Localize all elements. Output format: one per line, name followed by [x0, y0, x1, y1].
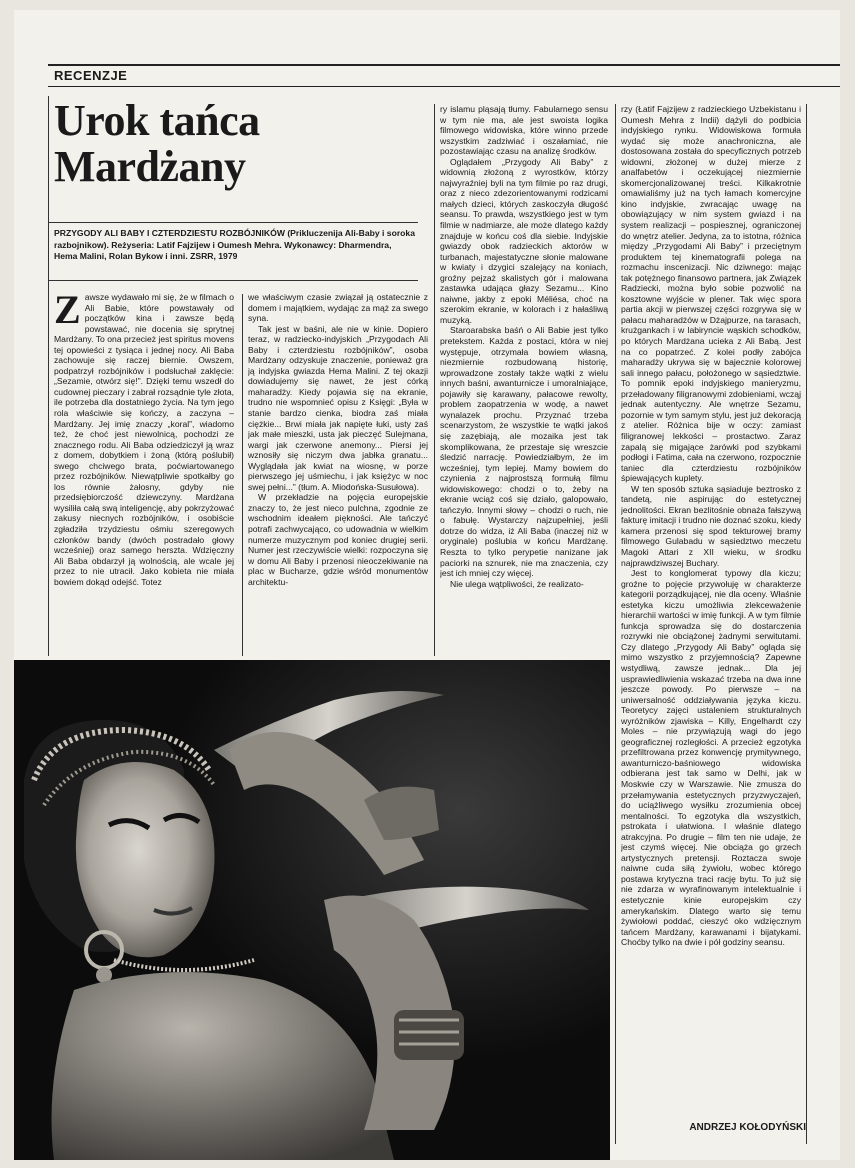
film-credits: PRZYGODY ALI BABY I CZTERDZIESTU ROZBÓJNIKÓW (Prikluczenija Ali-Baby i soroka razbojnikow). Reżyseria: Latif Fajzijew i Oumesh Mehra. Wykonawcy: Dharmendra, Hema Malini, Rolan Bykow i inni. ZSRR, 1979 — [54, 228, 415, 262]
author-signature: ANDRZEJ KOŁODYŃSKI — [689, 1122, 806, 1133]
article-column-2 — [248, 292, 428, 656]
article-column-1 — [54, 292, 234, 656]
column-rule — [806, 104, 807, 1144]
paragraph: Staroarabska baśń o Ali Babie jest tylko pretekstem. Każda z postaci, która w niej występuje, otrzymała bowiem własną, niezmiernie rozbudowaną historię, wprowadzone zostały także wątki z wielu innych baśni, awanturnicze i umoralniające, pojawiły się karawany, pałacowe rewolty, problem zaopatrzenia w wodę, a nawet wynalazek prochu. Przyznać trzeba scenarzystom, że wszystkie te wątki jakoś się zazębiają, ale mozaika jest tak skomplikowana, że przestaje się wreszcie śledzić narrację. Powiedziałbym, że im wcześniej, tym lepiej. Mamy bowiem do czynienia z najprostszą formułą filmu widowiskowego: chodzi o to, żeby na ekranie wciąż coś się działo, galopowało, tańczyło. Innymi słowy – chodzi o ruch, nie o fabułę. Wystarczy najzupełniej, jeśli dotrze do widza, iż Ali Baba (inaczej niż w oryginale) poślubia w końcu Mardżanę. Reszta to tylko perypetie nanizane jak paciorki na sznurek, nie ma znaczenia, czy jest ich mniej czy więcej. — [440, 325, 608, 579]
paragraph: ry islamu pląsają tłumy. Fabularnego sensu w tym nie ma, ale jest swoista logika filmowego widowiska, które winno przede wszystkim zadziwiać i oszałamiać, nie pozostawiając czasu na analizę środków. — [440, 104, 608, 157]
credits-rule — [48, 280, 418, 281]
paragraph: W ten sposób sztuka sąsiaduje beztrosko z tandetą, nie aspirując do estetycznej jednolitości. Ekran bezlitośnie obnaża fałszywą fakturę imitacji i trudno nie doznać szoku, kiedy kamera przenosi się spod tekturowej bramy filmowego Gulabadu w sąsiedztwo meczetu Magoki Attari z XII wieku, w środku najprawdziwszej Buchary. — [621, 483, 801, 568]
dancer-photo-illustration — [14, 660, 610, 1160]
article-column-3 — [440, 104, 608, 656]
article-title — [54, 98, 414, 190]
section-label: RECENZJE — [54, 68, 128, 83]
paragraph: we właściwym czasie związał ją ostatecznie z domem i majątkiem, wydając za mąż za swego syna. — [248, 292, 428, 324]
dancer-photo — [14, 660, 610, 1160]
title-line: Mardżany — [54, 142, 246, 191]
paragraph: Oglądałem „Przygody Ali Baby” z widownią złożoną z wyrostków, którzy najwyraźniej byli na tym filmie po raz drugi, oraz z nieco zdezorientowanymi rodzicami małych dzieci, których zaskoczyła długość seansu. To prawda, wszystkiego jest w tym filmie w nadmiarze, ale może dlatego każdy znajduje w końcu coś dla siebie. Indyjskie gwiazdy obok radzieckich aktorów w turbanach, majestatyczne słonie malowane w kwiaty i dzygici szalejący na koniach, groźny pejzaż skalistych gór i malowana zastawka udająca głazy Sezamu... Kino naiwne, jakby z epoki Méliésa, choć na szerokim ekranie, w kolorach i z hałaśliwą muzyką. — [440, 156, 608, 325]
magazine-page — [14, 10, 840, 1160]
header-rule — [48, 86, 840, 87]
paragraph: Jest to konglomerat typowy dla kiczu; groźne to pojęcie przywołuję w charakterze kategorii porządkującej, nie dla oceny. Właśnie estetyka kiczu umożliwia zlekceważenie hierarchii wartości w imię funkcji. A w tym filmie funkcja sprowadza się do dostarczenia rozrywki nie obciążonej żadnymi serwitutami. Czy dlatego „Przygody Ali Baby” ogląda się mimo wszystko z przyjemnością? Zapewne wstydliwą, zawsze jednak... Dla jej usprawiedliwienia wskazać trzeba na dwa inne jeszcze powody. Po pierwsze – na uniwersalność oddziaływania języka kiczu. Teoretycy zajęci ustaleniem strukturalnych wyróżników zjawiska – Killy, Engelhardt czy Moles – nie przywiązują wagi do jego geograficznej rozległości. A przecież egzotyka przefiltrowana przez konwencję prymitywnego, awanturniczo-baśniowego widowiska odbierana jest tak samo w Delhi, jak w Moskwie czy w Warszawie. Nie zmusza do przełamywania estetycznych przyzwyczajeń, do uciążliwego wysiłku zrozumienia obcej mentalności. To egzotyka dla wszystkich, pstrokata i ułatwiona. I właśnie dlatego atrakcyjna. Po drugie – film ten nie udaje, że jest czymś więcej. Nie obciąża go grzech artystycznych pretensji. Roztacza swoje naiwne cuda siłą żywiołu, wobec którego postawa krytyczna traci rację bytu. To już się nie zdarza w wyrafinowanym intelektualnie i estetycznie kinie europejskim czy amerykańskim. Dlatego warto się temu żywiołowi poddać, cieszyć oko wdzięcznym tańcem Mardżany, karawanami i bijatykami. Choćby tylko na dwie i pół godziny seansu. — [621, 568, 801, 948]
column-rule — [615, 104, 616, 1144]
article-column-4 — [621, 104, 801, 1120]
column-rule — [48, 96, 49, 656]
paragraph-text: awsze wydawało mi się, że w filmach o Ali Babie, które powstawały od początków kina i zawsze będą powstawać, nie docenia się sprytnej Mardżany. To ona przecież jest spiritus movens tej opowieści z tysiąca i jednej nocy. Ali Baba zachowuje się raczej biernie. Owszem, podpatrzył rozbójników i podsłuchał zaklęcie: „Sezamie, otwórz się!”. Dzięki temu wszedł do cudownej pieczary i zabrał rozsądnie tyle złota, ile potrzeba dla dostatniego życia. Na tym jego rola właściwie się kończy, a zaczyna – Mardżany. Jej imię znaczy „koral”, wiadomo też, że choć jest niewolnicą, pochodzi ze znacznego rodu. Ali Baba odziedziczył ją wraz z domem, dobytkiem i żoną (którą poślubił) swego chciwego brata, poćwiartowanego przez rozbójników. Niewątpliwie spotkałby go los równie żałosny, gdyby nie przedsiębiorczość dziewczyny. Mardżana wysiliła całą swą inteligencję, aby pokrzyżować zakusy niecnych rozbójników, i osobiście zgładziła trzydziestu ośmiu szeregowych członków bandy (dwóch postradało głowy wcześniej) oraz samego herszta. Wdzięczny Ali Baba obdarzył ją wolnością, ale wcale jej przez to nie utracił. Jako kobieta nie miała bowiem dokąd odejść. Totez — [54, 292, 234, 587]
title-rule — [48, 222, 418, 223]
header-rule — [48, 64, 840, 66]
paragraph: Tak jest w baśni, ale nie w kinie. Dopiero teraz, w radziecko-indyjskich „Przygodach Ali Baby i czterdziestu rozbójników”, osoba Mardżany odzyskuje znaczenie, ponieważ gra ją indyjska gwiazda Hema Malini. Z tej okazji dowiadujemy się nawet, że jest córką maharadży. Kiedy pojawia się na ekranie, trudno nie wspomnieć opisu z Księgi: „Była w stanie bardzo cienka, biodra zaś miała ciężkie... Brwi miała jak napięte łuki, usty zaś jak małe mieszki, usta jak pieczęć Sulejmana, wargi jak czerwone anemony... Piersi jej wznosiły się niczym dwa jabłka granatu... Wyglądała jak kwiat na wiosnę, w porze pierwszego jej uśmiechu, i jak księżyc w noc swej pełni...” (tłum. A. Miodońska-Susułowa). — [248, 323, 428, 492]
column-rule — [242, 294, 243, 656]
title-line: Urok tańca — [54, 96, 260, 145]
paragraph — [54, 292, 234, 587]
paragraph: rzy (Łatif Fajzijew z radzieckiego Uzbekistanu i Oumesh Mehra z Indii) dążyli do podbicia indyjskiego rynku. Widowiskowa formuła wydać się może anachroniczna, ale dostosowana została do specyficznych potrzeb widowni, złożonej w dużej mierze z analfabetów i oczekującej niezmiernie skomercjonalizowanej treści. Kilkakrotnie omawialiśmy już na tych łamach komercyjne kino indyjskie, zwracając uwagę na obowiązujący w nim system gwiazd i na system realizacji – pospiesznej, ograniczonej do wnętrz atelier. Jedyna, za to istotna, różnica między „Przygodami Ali Baby” i przeciętnym produktem tej kinematografii polega na rozmachu inscenizacji. Nic dziwnego: mając tak potężnego finansowo partnera, jak Związek Radziecki, można było sobie pozwolić na kosztowne wyjście w plener. Tak więc spora partia akcji w pierwszej części rozgrywa się w pałacu maharadżów w Dżajpurze, na tarasach, krużgankach i w labiryncie wąskich schodków, po których Mardżana ucieka z Ali Babą. Jest na co popatrzeć. Z kolei podły zabójca maharadży ukrywa się w bajecznie kolorowej sali innego pałacu, położonego w sąsiedztwie. To pomnik epoki indyjskiego manieryzmu, przeładowany filigranowymi zdobieniami, wcząj jednak autentyczny. Ale wnętrze Sezamu, pozornie w tym samym stylu, jest już dekoracją z atelier. Różnica bije w oczy: zamiast filigranowej lekkości – prostactwo. Zaraz zapalą się migające żarówki pod szybkami podłogi i Fatima, cała na czerwono, rozpocznie taniec dla czterdziestu rozbójników śpiewających kuplety. — [621, 104, 801, 484]
paragraph: Nie ulega wątpliwości, że realizato- — [450, 578, 584, 589]
paragraph: W przekładzie na pojęcia europejskie znaczy to, że jest nieco pulchna, zgodnie ze wschodnim ideałem piękności. Ale tańczyć potrafi zachwycająco, co udowadnia w wielkim numerze muzycznym pod koniec drugiej serii. Numer jest rzeczywiście wielki: rozpoczyna się w domu Ali Baby i przenosi nieoczekiwanie na plac w Bucharze, gdzie wśród monumentów architektu- — [248, 492, 428, 587]
drop-cap: Z — [54, 292, 81, 332]
column-rule — [434, 104, 435, 656]
dancer-bangles — [394, 1010, 464, 1060]
